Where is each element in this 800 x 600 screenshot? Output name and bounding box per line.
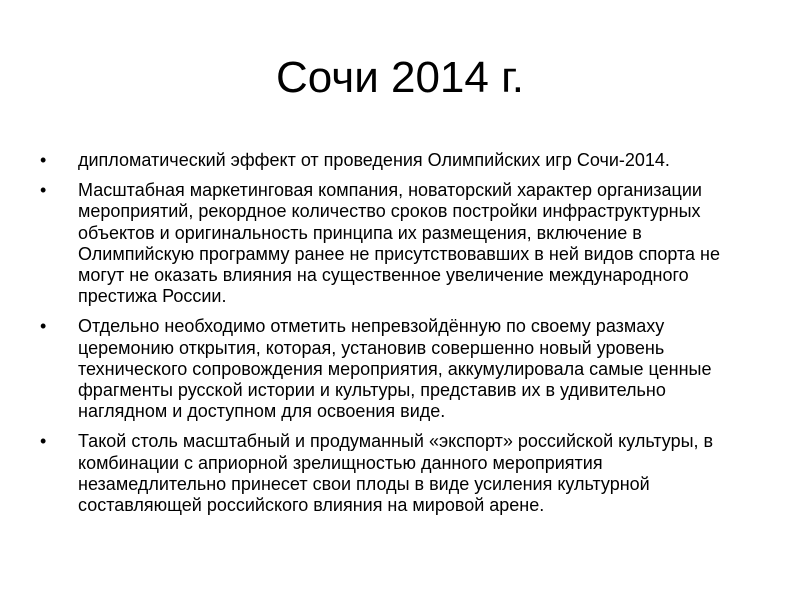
bullet-item-3 [40, 316, 750, 422]
bullet-text: Отдельно необходимо отметить непревзойдённую по своему размаху церемонию открытия, которая, установив совершенно новый уровень технического сопровождения мероприятия, аккумулировала самые ценные фрагменты русской истории и культуры, представив их в удивительно наглядном и доступном для освоения виде. [78, 316, 712, 422]
bullet-icon: • [40, 431, 47, 452]
bullet-text: Масштабная маркетинговая компания, новаторский характер организации мероприятий, рекордное количество сроков постройки инфраструктурных объектов и оригинальность принципа их размещения, включение в Олимпийскую программу ранее не присутствовавших в ней видов спорта не могут не оказать влияния на существенное увеличение международного престижа России. [78, 180, 720, 307]
slide-title: Сочи 2014 г. [275, 53, 524, 102]
bullet-list [40, 150, 750, 525]
bullet-item-1 [40, 150, 750, 171]
bullet-item-4 [40, 431, 750, 516]
bullet-item-2 [40, 180, 750, 307]
bullet-icon: • [40, 150, 47, 170]
bullet-text: Такой столь масштабный и продуманный «экспорт» российской культуры, в комбинации с априорной зрелищностью данного мероприятия незамедлительно принесет свои плоды в виде усиления культурной составляющей российского влияния на мировой арене. [78, 431, 714, 516]
bullet-icon: • [40, 180, 47, 201]
bullet-text: дипломатический эффект от проведения Олимпийских игр Сочи-2014. [78, 150, 670, 170]
bullet-icon: • [40, 316, 47, 337]
